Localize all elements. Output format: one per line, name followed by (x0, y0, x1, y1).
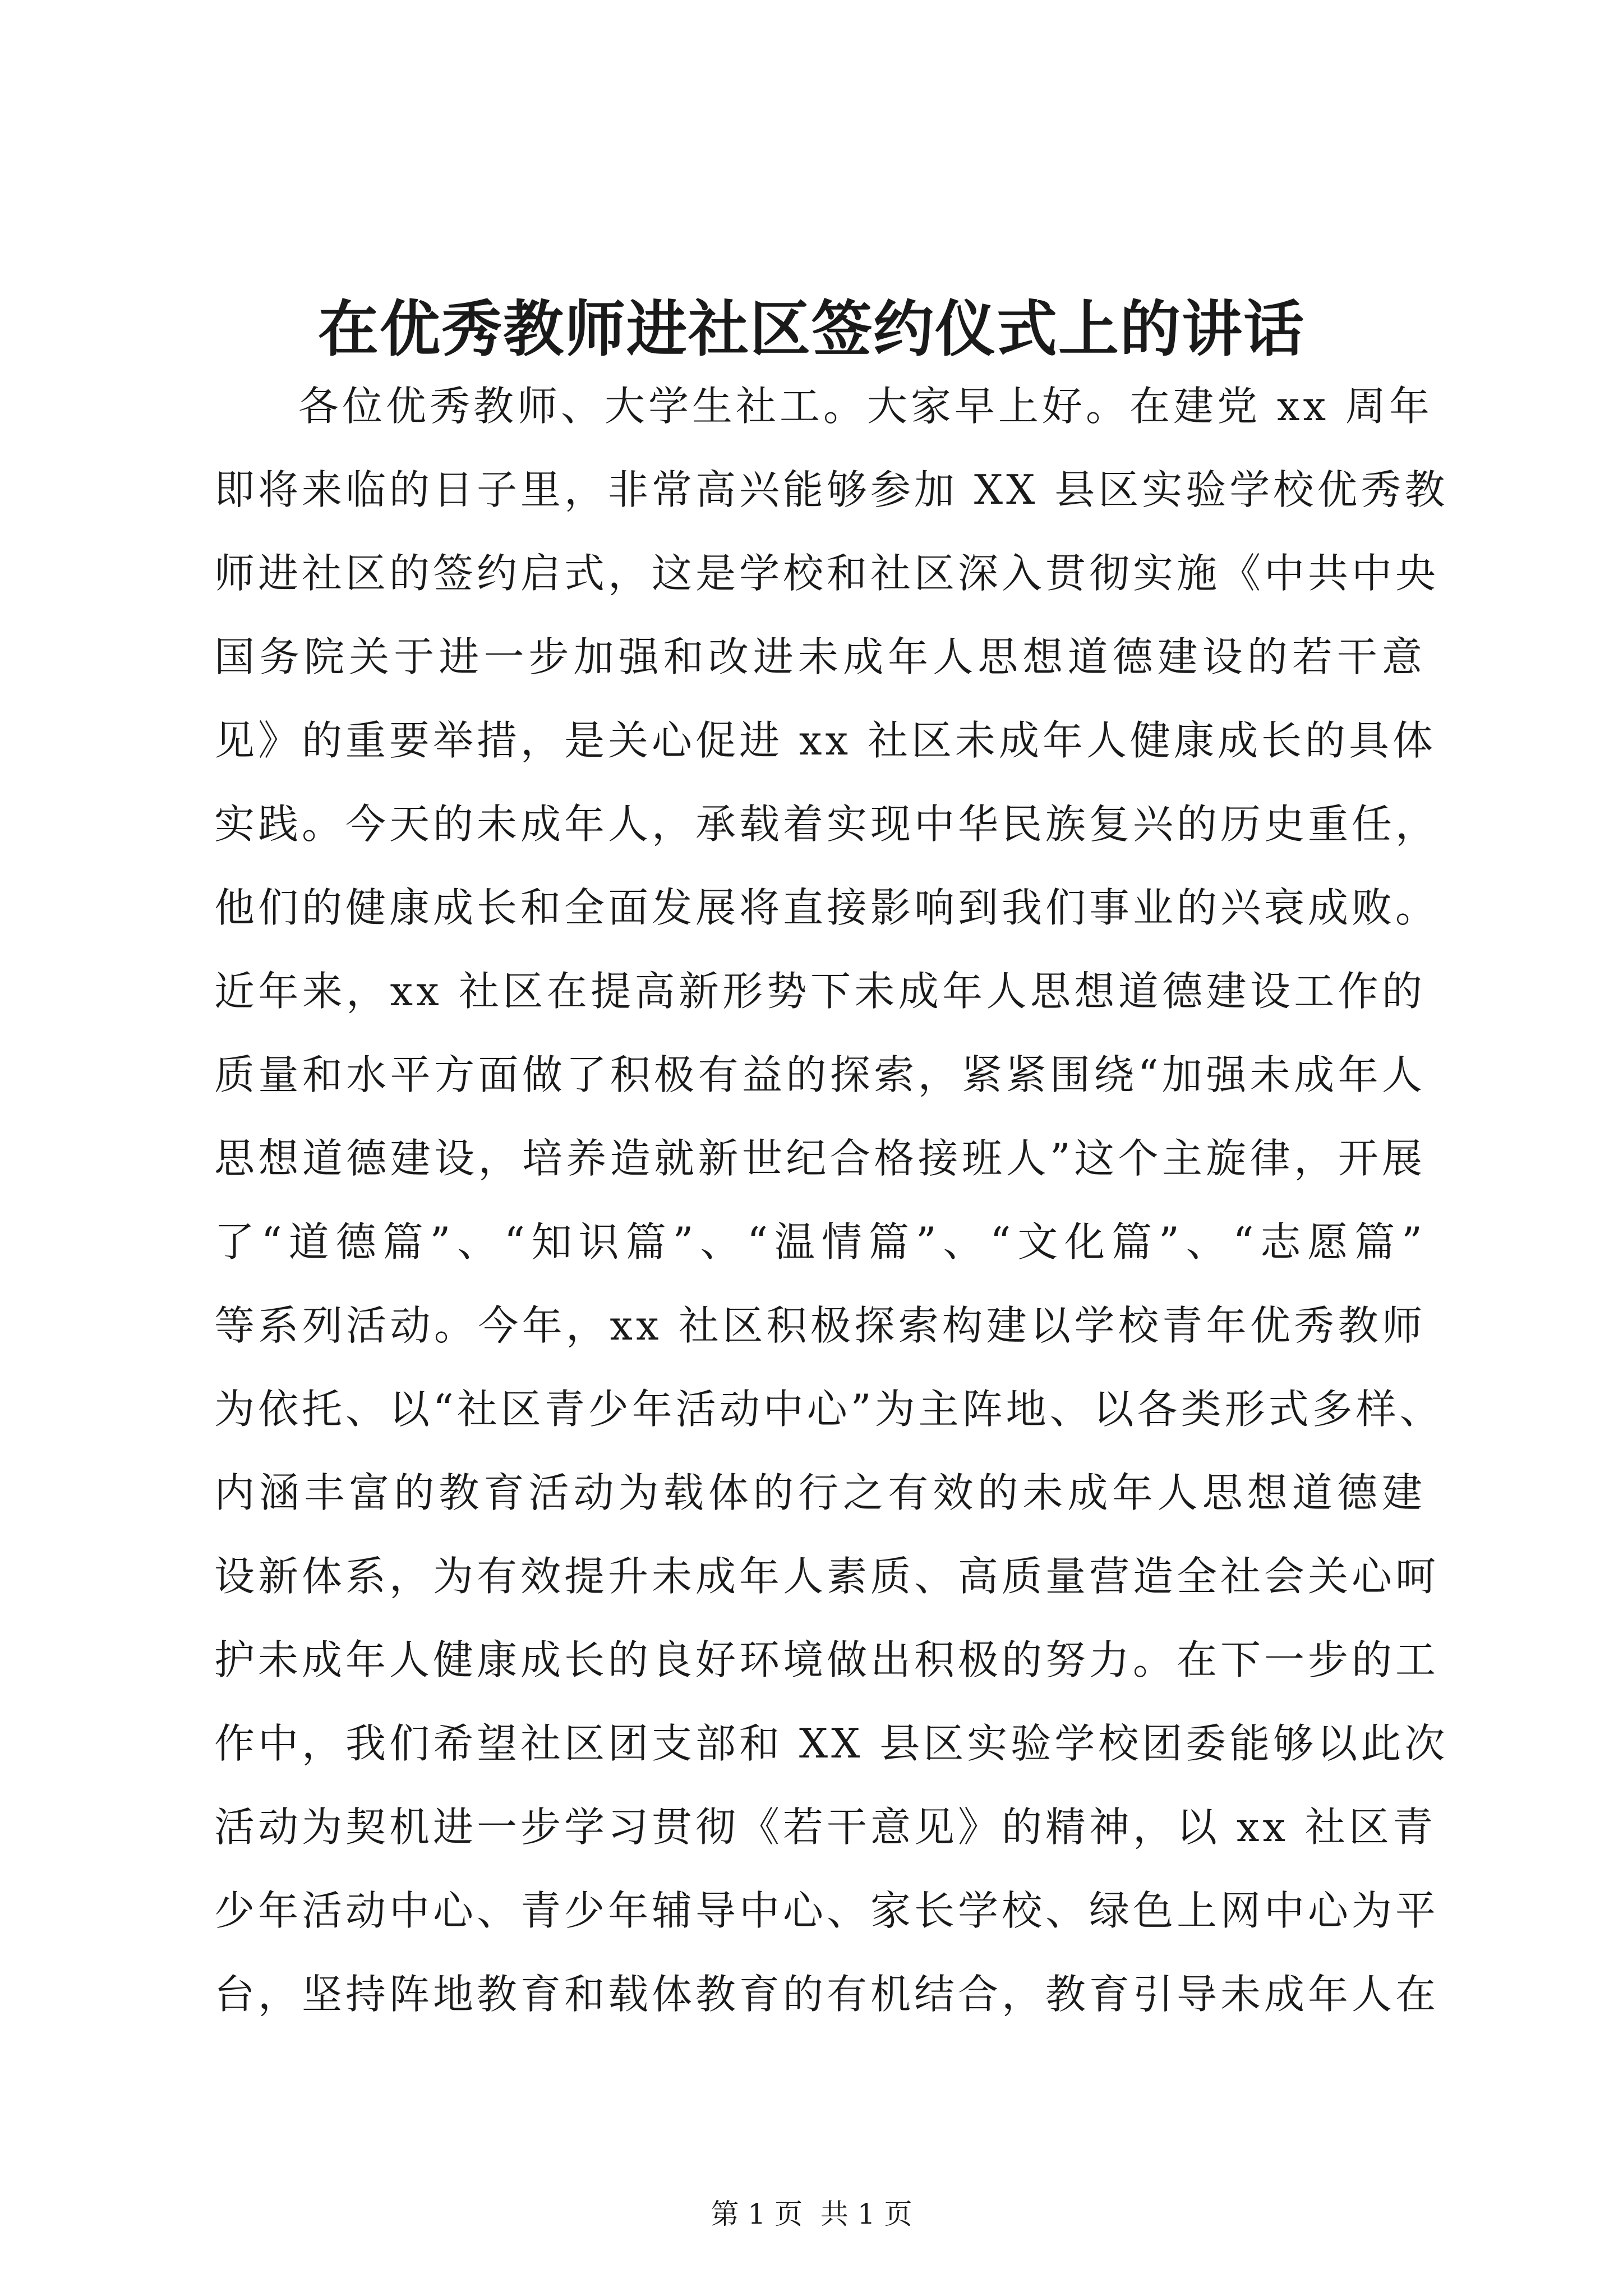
page-footer (0, 2194, 1623, 2234)
body-line: 国务院关于进一步加强和改进未成年人思想道德建设的若干意 (214, 633, 1426, 680)
body-line: 为依托、以“社区青少年活动中心”为主阵地、以各类形式多样、 (214, 1386, 1444, 1433)
page-number-label: 第 1 页 共 1 页 (711, 2198, 912, 2230)
body-line: 质量和水平方面做了积极有益的探索，紧紧围绕“加强未成年人 (214, 1051, 1426, 1098)
body-line: 了“道德篇”、“知识篇”、“温情篇”、“文化篇”、“志愿篇” (214, 1218, 1426, 1266)
body-line: 即将来临的日子里，非常高兴能够参加 XX 县区实验学校优秀教 (214, 466, 1449, 513)
body-line: 设新体系，为有效提升未成年人素质、高质量营造全社会关心呵 (214, 1553, 1440, 1600)
body-line: 近年来，xx 社区在提高新形势下未成年人思想道德建设工作的 (214, 968, 1426, 1015)
body-line: 各位优秀教师、大学生社工。大家早上好。在建党 xx 周年 (298, 383, 1433, 430)
body-line: 见》的重要举措，是关心促进 xx 社区未成年人健康成长的具体 (214, 717, 1436, 764)
body-line: 内涵丰富的教育活动为载体的行之有效的未成年人思想道德建 (214, 1469, 1426, 1516)
body-line: 实践。今天的未成年人，承载着实现中华民族复兴的历史重任， (214, 800, 1440, 848)
body-line: 作中，我们希望社区团支部和 XX 县区实验学校团委能够以此次 (214, 1720, 1449, 1767)
body-line: 思想道德建设，培养造就新世纪合格接班人”这个主旋律，开展 (214, 1135, 1426, 1182)
body-line: 台，坚持阵地教育和载体教育的有机结合，教育引导未成年人在 (214, 1971, 1440, 2018)
body-line: 护未成年人健康成长的良好环境做出积极的努力。在下一步的工 (214, 1636, 1440, 1683)
body-line: 师进社区的签约启式，这是学校和社区深入贯彻实施《中共中央 (214, 550, 1440, 597)
document-title: 在优秀教师进社区签约仪式上的讲话 (317, 294, 1305, 365)
body-line: 等系列活动。今年，xx 社区积极探索构建以学校青年优秀教师 (214, 1302, 1426, 1349)
body-line: 少年活动中心、青少年辅导中心、家长学校、绿色上网中心为平 (214, 1887, 1440, 1934)
body-line: 他们的健康成长和全面发展将直接影响到我们事业的兴衰成败。 (214, 884, 1440, 931)
body-line: 活动为契机进一步学习贯彻《若干意见》的精神，以 xx 社区青 (214, 1803, 1436, 1851)
document-body (214, 365, 1449, 2036)
